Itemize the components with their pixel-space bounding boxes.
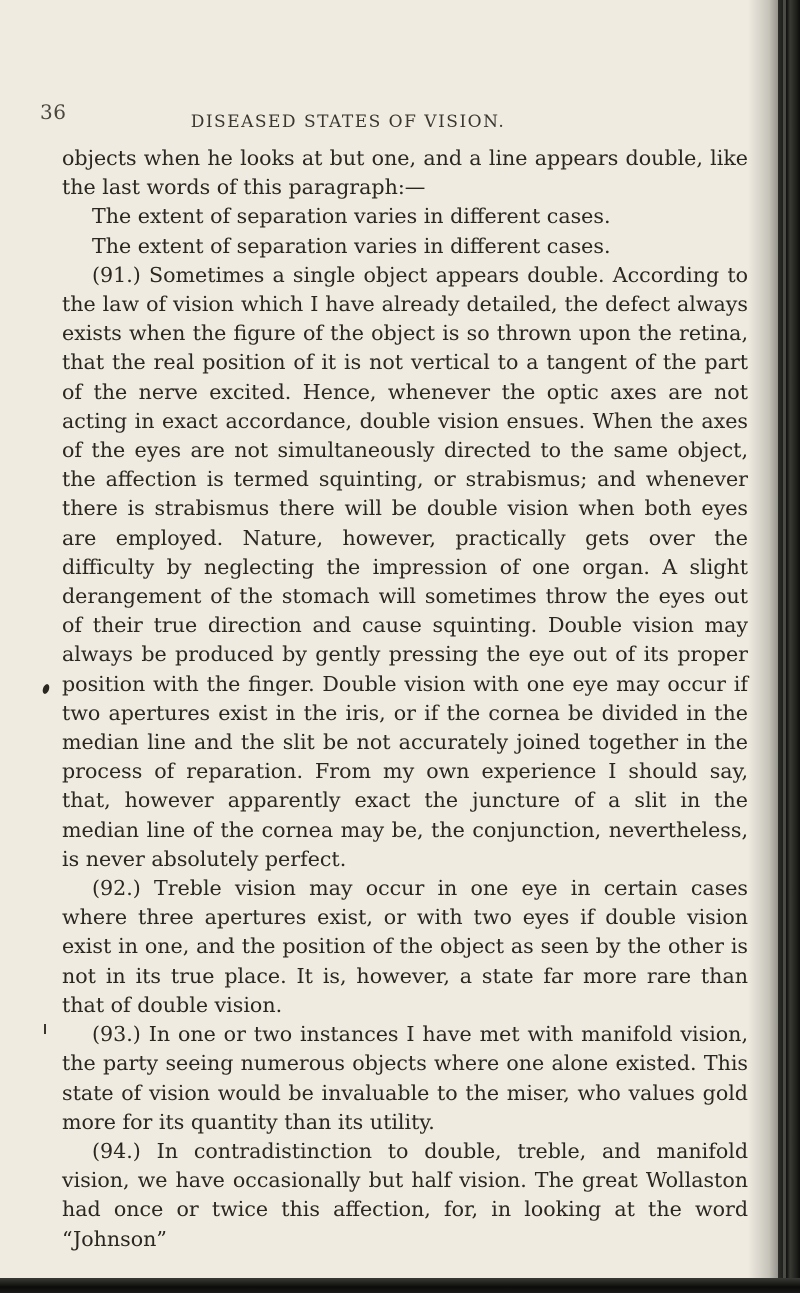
paragraph-94: (94.) In contradistinction to double, treble, and manifold vision, we have occasionally but half vision. The great Wollaston had once or twice this affection, for, in looking at the word “Johnson”	[62, 1138, 748, 1251]
body-text	[62, 144, 748, 1254]
example-line-1: The extent of separation varies in different cases.	[92, 204, 611, 229]
page-number: 36	[40, 100, 67, 124]
paragraph-92: (92.) Treble vision may occur in one eye in certain cases where three apertures exist, or with two eyes if double vision exist in one, and the position of the object as seen by the other is not in its true place. It is, however, a state far more rare than that of double vision.	[62, 876, 748, 1017]
binding-shadow	[748, 0, 778, 1293]
paragraph-continuation: objects when he looks at but one, and a line appears double, like the last words of this paragraph:—	[62, 146, 748, 200]
example-line-2: The extent of separation varies in different cases.	[92, 233, 611, 258]
binding-highlight	[783, 0, 786, 1293]
ink-spot	[41, 683, 50, 694]
scan-bottom-edge	[0, 1278, 800, 1293]
paragraph-93: (93.) In one or two instances I have met with manifold vision, the party seeing numerous objects where one alone existed. This state of vision would be invaluable to the miser, who values gold more for its quantity than its utility.	[62, 1022, 748, 1134]
margin-tick	[44, 1024, 46, 1034]
book-binding-edge	[778, 0, 800, 1293]
running-head: DISEASED STATES OF VISION.	[190, 112, 506, 132]
paragraph-91: (91.) Sometimes a single object appears double. According to the law of vision which I have already detailed, the defect always exists when the figure of the object is so thrown upon the retina, that the real position of it is not vertical to a tangent of the part of the nerve excited. Hence, whenever the optic axes are not acting in exact accordance, double vision ensues. When the axes of the eyes are not simultaneously directed to the same object, the affection is termed squinting, or strabismus; and whenever there is strabismus there will be double vision when both eyes are employed. Nature, however, practically gets over the difficulty by neglecting the impression of one organ. A slight derangement of the stomach will sometimes throw the eyes out of their true direction and cause squinting. Double vision may always be produced by gently pressing the eye out of its proper position with the finger. Double vision with one eye may occur if two apertures exist in the iris, or if the cornea be divided in the median line and the slit be not accurately joined together in the process of reparation. From my own experience I should say, that, however apparently exact the juncture of a slit in the median line of the cornea may be, the conjunction, nevertheless, is never absolutely perfect.	[62, 262, 748, 871]
